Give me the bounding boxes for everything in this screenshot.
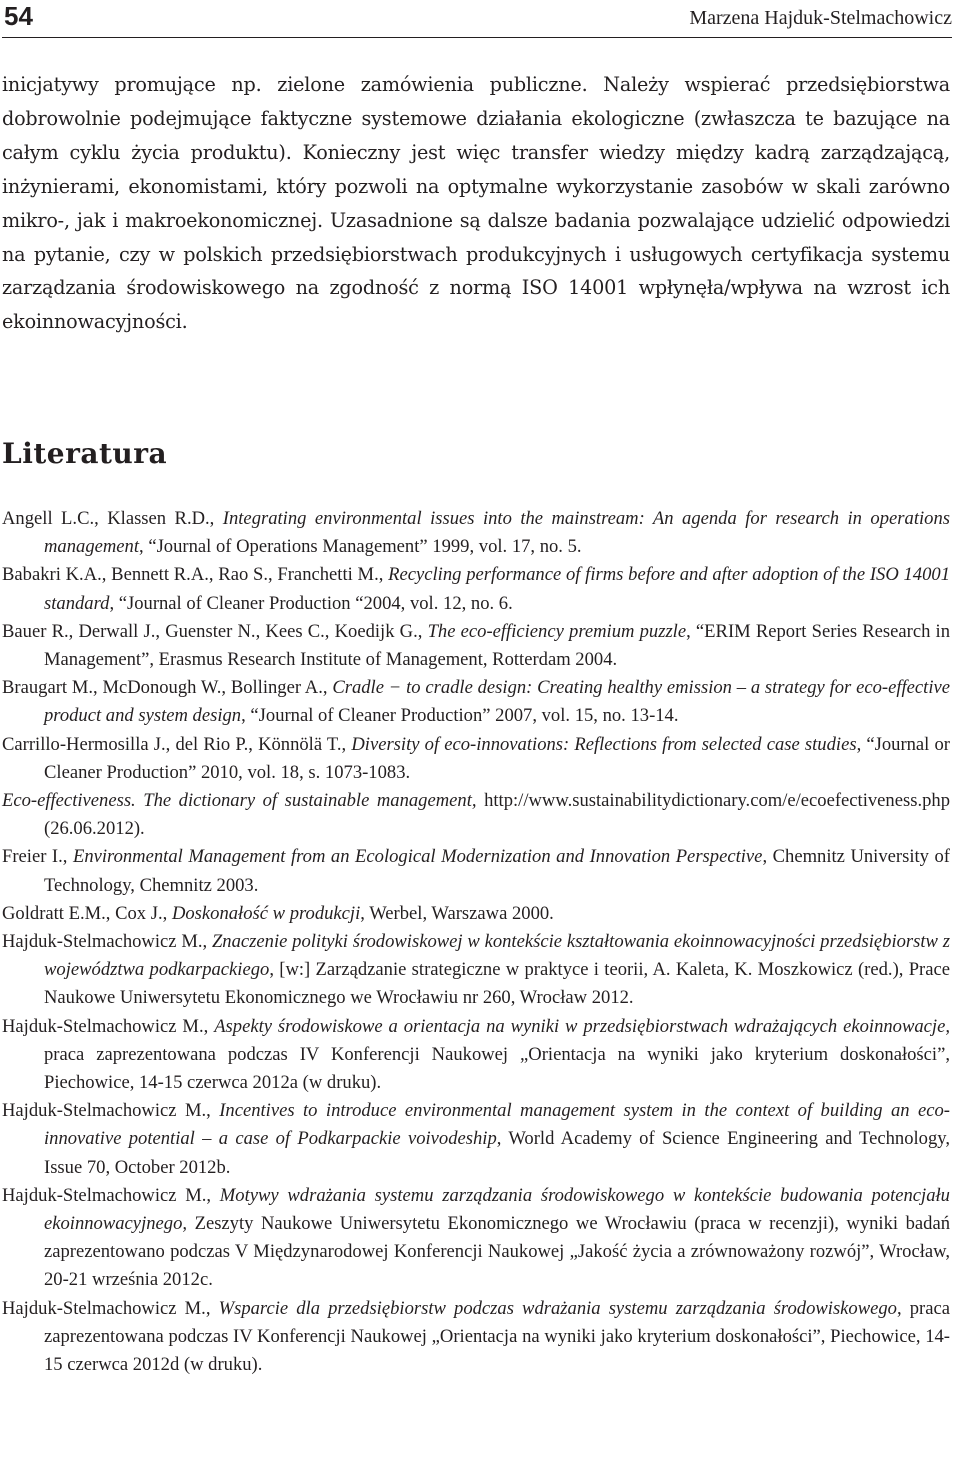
- reference-item: [2, 1013, 950, 1098]
- reference-title: Wsparcie dla przedsiębiorstw podczas wdrażania systemu zarządzania środowiskowego: [218, 1297, 897, 1319]
- reference-title: Integrating environmental issues into the mainstream: An agenda for research in operations management: [44, 508, 950, 558]
- reference-authors: Freier I.,: [2, 846, 73, 868]
- reference-source: , “ERIM Report Series Research in Management”, Erasmus Research Institute of Management, Rotterdam 2004.: [44, 620, 951, 671]
- reference-source: , “Journal or Cleaner Production” 2010, vol. 18, s. 1073-1083.: [44, 733, 950, 783]
- reference-source: , Werbel, Warszawa 2000.: [360, 902, 554, 924]
- reference-item: [2, 505, 950, 561]
- reference-item: [2, 1182, 950, 1295]
- reference-title: Eco-effectiveness. The dictionary of sustainable management,: [2, 790, 477, 812]
- reference-title: Aspekty środowiskowe a orientacja na wyniki w przedsiębiorstwach wdrażających ekoinnowacje,: [214, 1015, 950, 1037]
- body-paragraph: inicjatywy promujące np. zielone zamówienia publiczne. Należy wspierać przedsiębiorstwa dobrowolnie podejmujące faktyczne systemowe działania ekologiczne (zwłaszcza te bazujące na całym cyklu życia produktu). Konieczny jest więc transfer wiedzy między kadrą zarządzającą, inżynierami, ekonomistami, który pozwoli na optymalne wykorzystanie zasobów w skali zarówno mikro-, jak i makroekonomicznej. Uzasadnione są dalsze badania pozwalające udzielić odpowiedzi na pytanie, czy w polskich przedsiębiorstwach produkcyjnych i usługowych certyfikacja systemu zarządzania środowiskowego na zgodność z normą ISO 14001 wpłynęła/wpływa na wzrost ich ekoinnowacyjności.: [2, 73, 950, 334]
- reference-source: , World Academy of Science Engineering and Technology, Issue 70, October 2012b.: [44, 1128, 950, 1178]
- page-header: [2, 0, 952, 38]
- reference-title: Znaczenie polityki środowiskowej w kontekście kształtowania ekoinnowacyjności przedsiębiorstw z województwa podkarpackiego: [44, 931, 950, 981]
- reference-source: praca zaprezentowana podczas IV Konferencji Naukowej „Orientacja na wyniki jako kryterium doskonałości”, Piechowice, 14-15 czerwca 2012a (w druku).: [44, 1043, 950, 1094]
- reference-source: , “Journal of Cleaner Production” 2007, vol. 15, no. 13-14.: [241, 705, 679, 727]
- reference-item: [2, 1097, 950, 1182]
- reference-source: , Chemnitz University of Technology, Chemnitz 2003.: [44, 846, 950, 896]
- reference-item: [2, 1295, 950, 1380]
- reference-authors: Hajduk-Stelmachowicz M.,: [2, 1297, 219, 1319]
- reference-source: , [w:] Zarządzanie strategiczne w praktyce i teorii, A. Kaleta, K. Moszkowicz (red.), Prace Naukowe Uniwersytetu Ekonomicznego we Wrocławiu nr 260, Wrocław 2012.: [44, 959, 951, 1009]
- reference-authors: Carrillo-Hermosilla J., del Rio P., Könnölä T.,: [2, 733, 352, 755]
- page-number: 54: [4, 1, 33, 31]
- reference-authors: Babakri K.A., Bennett R.A., Rao S., Franchetti M.,: [2, 564, 389, 586]
- reference-item: [2, 928, 950, 1013]
- reference-authors: Hajduk-Stelmachowicz M.,: [2, 1184, 220, 1206]
- reference-title: Environmental Management from an Ecological Modernization and Innovation Perspective: [72, 846, 763, 868]
- reference-source: , praca zaprezentowana podczas IV Konferencji Naukowej „Orientacja na wyniki jako kryterium doskonałości”, Piechowice, 14-15 czerwca 2012d (w druku).: [44, 1297, 951, 1376]
- reference-title: Cradle − to cradle design: Creating healthy emission – a strategy for eco-effective product and system design: [44, 677, 950, 727]
- reference-authors: Angell L.C., Klassen R.D.,: [2, 508, 223, 529]
- reference-title: Diversity of eco-innovations: Reflections from selected case studies: [351, 733, 857, 755]
- reference-source: , “Journal of Cleaner Production “2004, vol. 12, no. 6.: [109, 592, 513, 614]
- reference-item: [2, 843, 950, 899]
- reference-title: Motywy wdrażania systemu zarządzania środowiskowego w kontekście budowania potencjału ekoinnowacyjnego,: [44, 1184, 950, 1235]
- reference-item: [2, 787, 950, 843]
- section-heading-literatura: Literatura: [2, 437, 168, 470]
- running-head-author: Marzena Hajduk-Stelmachowicz: [689, 7, 952, 29]
- reference-source: http://www.sustainabilitydictionary.com/e/ecoefectiveness.php (26.06.2012).: [44, 790, 950, 840]
- reference-item: [2, 674, 950, 730]
- reference-source: , “Journal of Operations Management” 1999, vol. 17, no. 5.: [139, 536, 582, 558]
- reference-authors: Braugart M., McDonough W., Bollinger A.,: [2, 677, 333, 699]
- reference-authors: Hajduk-Stelmachowicz M.,: [2, 931, 212, 953]
- reference-title: The eco-efficiency premium puzzle: [427, 620, 687, 642]
- reference-list: [2, 505, 950, 1379]
- reference-title: Doskonałość w produkcji: [171, 902, 361, 924]
- reference-source: Zeszyty Naukowe Uniwersytetu Ekonomicznego we Wrocławiu (praca w recenzji), wyniki badań zaprezentowano podczas V Międzynarodowej Konferencji Naukowej „Jakość życia a zrównoważony rozwój”, Wrocław, 20-21 września 2012c.: [44, 1213, 950, 1291]
- header-divider: [2, 37, 952, 38]
- reference-authors: Hajduk-Stelmachowicz M.,: [2, 1015, 215, 1037]
- reference-title: Incentives to introduce environmental management system in the context of building an eco-innovative potential – a case of Podkarpackie voivodeship: [44, 1100, 950, 1150]
- reference-item: [2, 731, 950, 787]
- reference-item: [2, 561, 950, 617]
- reference-title: Recycling performance of firms before and after adoption of the ISO 14001 standard: [44, 564, 950, 614]
- reference-item: [2, 618, 950, 674]
- reference-authors: Hajduk-Stelmachowicz M.,: [2, 1100, 220, 1122]
- reference-authors: Goldratt E.M., Cox J.,: [2, 902, 172, 924]
- reference-item: [2, 900, 950, 928]
- reference-authors: Bauer R., Derwall J., Guenster N., Kees C., Koedijk G.,: [2, 620, 428, 642]
